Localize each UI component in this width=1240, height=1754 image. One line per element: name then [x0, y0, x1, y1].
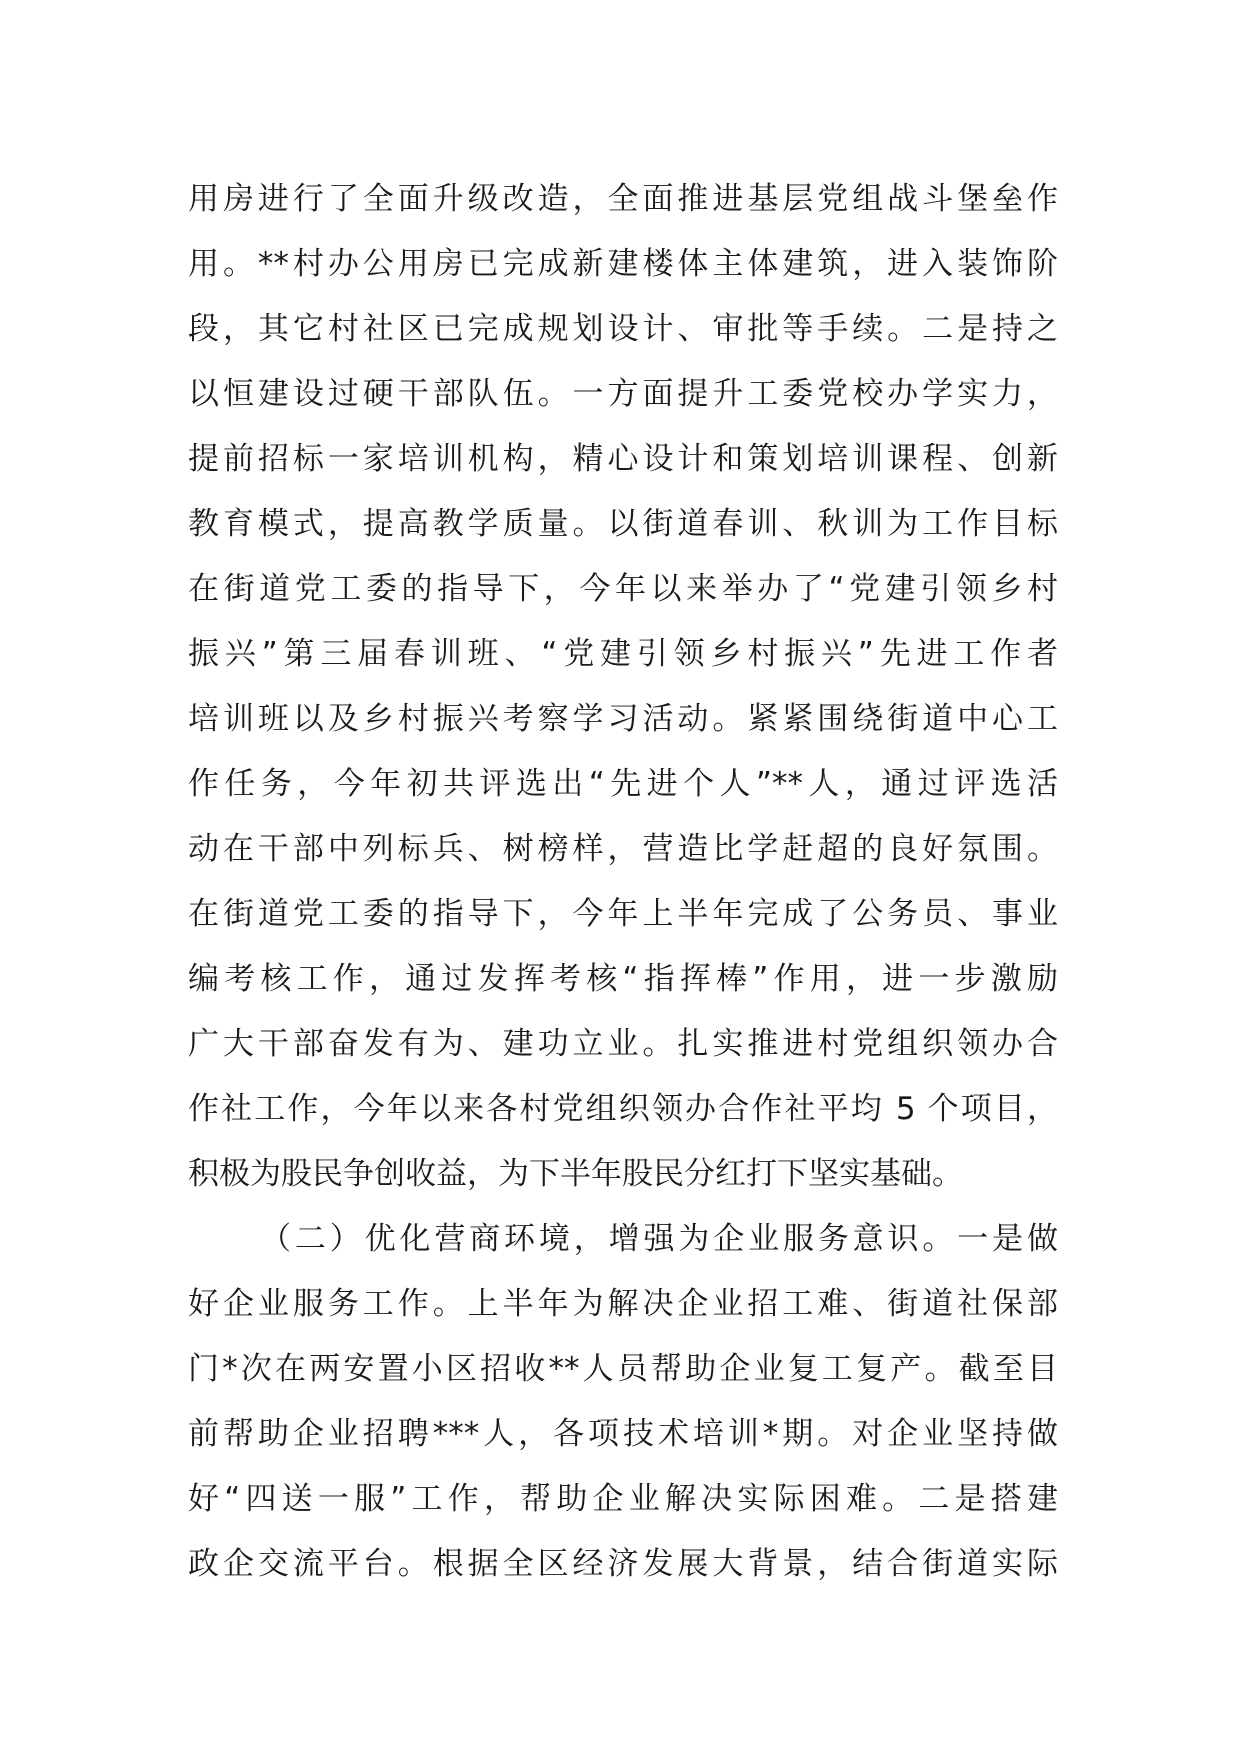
text-line: 门*次在两安置小区招收**人员帮助企业复工复产。截至目	[188, 1351, 1058, 1387]
text-line: 用房进行了全面升级改造，全面推进基层党组战斗堡垒作	[188, 181, 1058, 217]
text-line: 广大干部奋发有为、建功立业。扎实推进村党组织领办合	[188, 1026, 1058, 1062]
text-line: 段，其它村社区已完成规划设计、审批等手续。二是持之	[188, 311, 1058, 347]
text-line: 在街道党工委的指导下，今年以来举办了“党建引领乡村	[188, 571, 1058, 607]
text-line: 好“四送一服”工作，帮助企业解决实际困难。二是搭建	[188, 1481, 1058, 1517]
text-line: 作社工作，今年以来各村党组织领办合作社平均 5 个项目，	[188, 1091, 1058, 1127]
text-line: 提前招标一家培训机构，精心设计和策划培训课程、创新	[188, 441, 1058, 477]
text-line: 培训班以及乡村振兴考察学习活动。紧紧围绕街道中心工	[188, 701, 1058, 737]
text-line: 积极为股民争创收益，为下半年股民分红打下坚实基础。	[188, 1156, 963, 1192]
text-line: 动在干部中列标兵、树榜样，营造比学赶超的良好氛围。	[188, 831, 1058, 867]
text-line: 用。**村办公用房已完成新建楼体主体建筑，进入装饰阶	[188, 246, 1058, 282]
body-text	[188, 167, 1058, 1597]
text-line: 编考核工作，通过发挥考核“指挥棒”作用，进一步激励	[188, 961, 1058, 997]
text-line: 在街道党工委的指导下，今年上半年完成了公务员、事业	[188, 896, 1058, 932]
text-line: 政企交流平台。根据全区经济发展大背景，结合街道实际	[188, 1546, 1058, 1582]
text-line: 以恒建设过硬干部队伍。一方面提升工委党校办学实力，	[188, 376, 1058, 412]
text-line: 作任务，今年初共评选出“先进个人”**人，通过评选活	[188, 766, 1058, 802]
paragraph-start-line: （二）优化营商环境，增强为企业服务意识。一是做	[260, 1221, 1058, 1257]
text-line: 教育模式，提高教学质量。以街道春训、秋训为工作目标	[188, 506, 1058, 542]
text-line: 振兴”第三届春训班、“党建引领乡村振兴”先进工作者	[188, 636, 1058, 672]
text-line: 好企业服务工作。上半年为解决企业招工难、街道社保部	[188, 1286, 1058, 1322]
text-line: 前帮助企业招聘***人，各项技术培训*期。对企业坚持做	[188, 1416, 1058, 1452]
